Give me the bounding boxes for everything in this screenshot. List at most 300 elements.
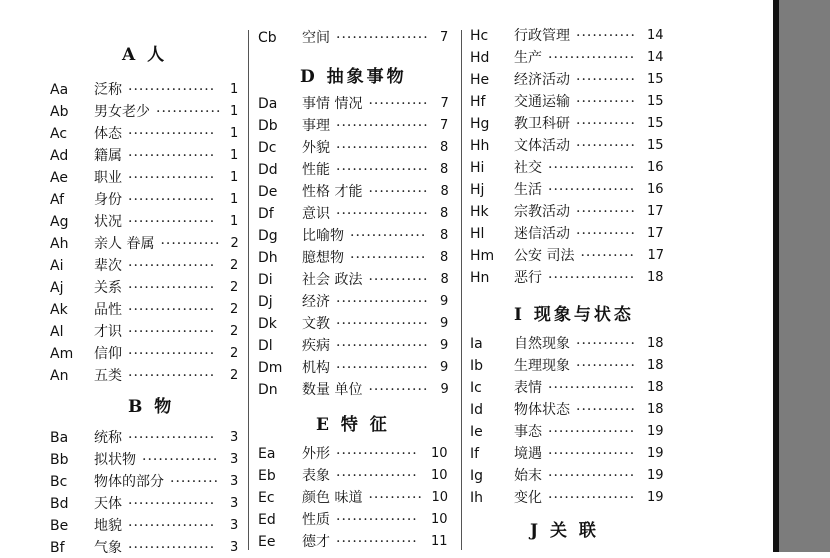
index-entry bbox=[50, 516, 240, 536]
entry-page-number: 3 bbox=[230, 496, 239, 511]
entry-page-number: 2 bbox=[230, 368, 239, 383]
dot-leader: ················ bbox=[548, 160, 636, 176]
index-entry bbox=[470, 378, 666, 398]
entry-label: 地貌 bbox=[94, 518, 122, 534]
entry-code: Ah bbox=[50, 236, 69, 252]
entry-label: 辈次 bbox=[94, 258, 122, 274]
entry-page-number: 8 bbox=[440, 250, 449, 265]
entry-label: 性质 bbox=[302, 512, 330, 528]
entry-code: Aj bbox=[50, 280, 64, 296]
entry-page-number: 14 bbox=[647, 50, 664, 65]
entry-page-number: 17 bbox=[647, 226, 664, 241]
entry-code: Dk bbox=[258, 316, 277, 332]
entry-code: Ae bbox=[50, 170, 68, 186]
entry-page-number: 2 bbox=[230, 236, 239, 251]
index-entry bbox=[50, 278, 240, 298]
entry-code: Dl bbox=[258, 338, 273, 354]
entry-page-number: 3 bbox=[230, 518, 239, 533]
entry-page-number: 1 bbox=[230, 104, 239, 119]
index-entry bbox=[258, 270, 450, 290]
entry-label: 疾病 bbox=[302, 338, 330, 354]
entry-page-number: 9 bbox=[440, 294, 449, 309]
entry-page-number: 10 bbox=[431, 468, 448, 483]
entry-label: 社会 政法 bbox=[302, 272, 363, 288]
dot-leader: ··········· bbox=[368, 382, 429, 398]
dot-leader: ················· bbox=[336, 294, 429, 310]
entry-code: Id bbox=[470, 402, 484, 418]
viewer-background bbox=[779, 0, 830, 552]
entry-code: Ak bbox=[50, 302, 68, 318]
entry-label: 籍属 bbox=[94, 148, 122, 164]
section-heading: I 现象与状态 bbox=[514, 305, 634, 325]
index-entry bbox=[258, 510, 450, 530]
dot-leader: ················· bbox=[336, 360, 429, 376]
index-entry bbox=[470, 202, 666, 222]
entry-label: 亲人 眷属 bbox=[94, 236, 155, 252]
index-entry bbox=[50, 102, 240, 122]
entry-label: 恶行 bbox=[514, 270, 542, 286]
entry-code: Ig bbox=[470, 468, 484, 484]
entry-code: Ac bbox=[50, 126, 68, 142]
entry-label: 公安 司法 bbox=[514, 248, 575, 264]
entry-code: Af bbox=[50, 192, 65, 208]
entry-code: Ic bbox=[470, 380, 482, 396]
section-heading: A 人 bbox=[122, 45, 168, 65]
entry-page-number: 9 bbox=[440, 338, 449, 353]
entry-code: De bbox=[258, 184, 278, 200]
index-entry bbox=[50, 80, 240, 100]
entry-page-number: 1 bbox=[230, 170, 239, 185]
entry-code: Bf bbox=[50, 540, 65, 556]
dot-leader: ················ bbox=[128, 148, 216, 164]
index-entry bbox=[258, 28, 450, 48]
entry-page-number: 2 bbox=[230, 258, 239, 273]
entry-page-number: 8 bbox=[440, 184, 449, 199]
entry-page-number: 10 bbox=[431, 446, 448, 461]
index-entry bbox=[50, 300, 240, 320]
entry-code: Aa bbox=[50, 82, 69, 98]
entry-code: Ia bbox=[470, 336, 483, 352]
index-entry bbox=[258, 336, 450, 356]
entry-page-number: 15 bbox=[647, 94, 664, 109]
dot-leader: ················ bbox=[128, 170, 216, 186]
entry-label: 统称 bbox=[94, 430, 122, 446]
dot-leader: ··········· bbox=[576, 94, 636, 110]
entry-page-number: 7 bbox=[440, 30, 449, 45]
index-entry bbox=[258, 204, 450, 224]
index-entry bbox=[258, 488, 450, 508]
index-entry bbox=[258, 182, 450, 202]
entry-label: 交通运输 bbox=[514, 94, 570, 110]
entry-page-number: 19 bbox=[647, 468, 664, 483]
index-entry bbox=[470, 268, 666, 288]
entry-label: 性格 才能 bbox=[302, 184, 363, 200]
entry-label: 机构 bbox=[302, 360, 330, 376]
dot-leader: ················ bbox=[128, 540, 216, 556]
entry-code: Hh bbox=[470, 138, 490, 154]
entry-code: Di bbox=[258, 272, 273, 288]
index-entry bbox=[50, 366, 240, 386]
entry-code: Ih bbox=[470, 490, 484, 506]
entry-label: 臆想物 bbox=[302, 250, 344, 266]
dot-leader: ··············· bbox=[336, 468, 418, 484]
index-entry bbox=[50, 124, 240, 144]
dot-leader: ··········· bbox=[576, 226, 636, 242]
entry-label: 宗教活动 bbox=[514, 204, 570, 220]
entry-code: Bc bbox=[50, 474, 68, 490]
column-divider-right bbox=[461, 30, 462, 550]
dot-leader: ················· bbox=[336, 162, 429, 178]
index-entry bbox=[470, 400, 666, 420]
entry-page-number: 9 bbox=[440, 360, 449, 375]
index-entry bbox=[258, 116, 450, 136]
dot-leader: ··········· bbox=[576, 138, 636, 154]
dot-leader: ················ bbox=[548, 424, 636, 440]
index-entry bbox=[470, 246, 666, 266]
entry-page-number: 3 bbox=[230, 430, 239, 445]
entry-page-number: 15 bbox=[647, 116, 664, 131]
entry-code: Df bbox=[258, 206, 274, 222]
index-entry bbox=[470, 488, 666, 508]
entry-page-number: 2 bbox=[230, 346, 239, 361]
entry-code: Dm bbox=[258, 360, 283, 376]
dot-leader: ················· bbox=[336, 206, 429, 222]
index-entry bbox=[50, 212, 240, 232]
dot-leader: ················ bbox=[128, 496, 216, 512]
entry-code: Ie bbox=[470, 424, 483, 440]
dot-leader: ··········· bbox=[576, 402, 636, 418]
dot-leader: ··········· bbox=[576, 116, 636, 132]
entry-page-number: 17 bbox=[647, 248, 664, 263]
entry-page-number: 8 bbox=[440, 206, 449, 221]
entry-page-number: 1 bbox=[230, 82, 239, 97]
index-entry bbox=[50, 190, 240, 210]
entry-label: 文教 bbox=[302, 316, 330, 332]
index-entry bbox=[50, 322, 240, 342]
index-entry bbox=[470, 158, 666, 178]
index-entry bbox=[470, 224, 666, 244]
entry-page-number: 9 bbox=[440, 316, 449, 331]
dot-leader: ··········· bbox=[576, 336, 636, 352]
entry-label: 外形 bbox=[302, 446, 330, 462]
entry-code: Hl bbox=[470, 226, 485, 242]
entry-page-number: 15 bbox=[647, 138, 664, 153]
entry-label: 境遇 bbox=[514, 446, 542, 462]
index-entry bbox=[258, 94, 450, 114]
dot-leader: ················ bbox=[128, 430, 216, 446]
entry-code: Al bbox=[50, 324, 64, 340]
index-entry bbox=[258, 292, 450, 312]
dot-leader: ··············· bbox=[336, 534, 418, 550]
dot-leader: ················· bbox=[336, 118, 429, 134]
dot-leader: ················· bbox=[336, 316, 429, 332]
dot-leader: ················ bbox=[128, 302, 216, 318]
entry-label: 男女老少 bbox=[94, 104, 150, 120]
entry-page-number: 1 bbox=[230, 148, 239, 163]
dot-leader: ················ bbox=[128, 192, 216, 208]
entry-page-number: 18 bbox=[647, 402, 664, 417]
entry-page-number: 15 bbox=[647, 72, 664, 87]
entry-page-number: 1 bbox=[230, 126, 239, 141]
section-heading: D 抽象事物 bbox=[300, 67, 407, 87]
entry-page-number: 3 bbox=[230, 540, 239, 555]
entry-code: Ag bbox=[50, 214, 69, 230]
entry-page-number: 19 bbox=[647, 424, 664, 439]
index-entry bbox=[470, 422, 666, 442]
entry-page-number: 10 bbox=[431, 490, 448, 505]
entry-page-number: 11 bbox=[431, 534, 448, 549]
index-entry bbox=[470, 136, 666, 156]
dot-leader: ·········· bbox=[368, 490, 423, 506]
entry-code: Dd bbox=[258, 162, 278, 178]
entry-label: 始末 bbox=[514, 468, 542, 484]
entry-page-number: 3 bbox=[230, 452, 239, 467]
dot-leader: ················ bbox=[548, 490, 636, 506]
entry-page-number: 17 bbox=[647, 204, 664, 219]
index-entry bbox=[470, 356, 666, 376]
entry-label: 外貌 bbox=[302, 140, 330, 156]
entry-code: Hm bbox=[470, 248, 495, 264]
dot-leader: ················ bbox=[128, 368, 216, 384]
dot-leader: ················ bbox=[128, 214, 216, 230]
index-entry bbox=[470, 92, 666, 112]
entry-page-number: 14 bbox=[647, 28, 664, 43]
dot-leader: ··········· bbox=[576, 72, 636, 88]
entry-code: Ib bbox=[470, 358, 484, 374]
entry-label: 体态 bbox=[94, 126, 122, 142]
entry-code: Hj bbox=[470, 182, 485, 198]
index-entry bbox=[50, 234, 240, 254]
dot-leader: ················ bbox=[548, 446, 636, 462]
entry-label: 拟状物 bbox=[94, 452, 136, 468]
index-entry bbox=[258, 380, 450, 400]
entry-page-number: 8 bbox=[440, 162, 449, 177]
section-heading: J 关 联 bbox=[530, 521, 599, 541]
entry-code: Hd bbox=[470, 50, 490, 66]
entry-page-number: 18 bbox=[647, 380, 664, 395]
entry-code: An bbox=[50, 368, 69, 384]
entry-label: 自然现象 bbox=[514, 336, 570, 352]
entry-label: 状况 bbox=[94, 214, 122, 230]
entry-code: Hn bbox=[470, 270, 490, 286]
entry-label: 行政管理 bbox=[514, 28, 570, 44]
dot-leader: ············ bbox=[156, 104, 222, 120]
entry-label: 事情 情况 bbox=[302, 96, 363, 112]
dot-leader: ················ bbox=[548, 270, 636, 286]
entry-code: Hc bbox=[470, 28, 489, 44]
entry-code: Ai bbox=[50, 258, 64, 274]
index-entry bbox=[50, 344, 240, 364]
dot-leader: ················ bbox=[128, 280, 216, 296]
index-entry bbox=[50, 494, 240, 514]
dot-leader: ················ bbox=[548, 380, 636, 396]
dot-leader: ········· bbox=[170, 474, 220, 490]
entry-page-number: 18 bbox=[647, 270, 664, 285]
entry-code: Dn bbox=[258, 382, 278, 398]
index-entry bbox=[470, 334, 666, 354]
index-entry bbox=[470, 48, 666, 68]
entry-label: 泛称 bbox=[94, 82, 122, 98]
entry-code: Dh bbox=[258, 250, 278, 266]
entry-code: Ad bbox=[50, 148, 69, 164]
entry-label: 事态 bbox=[514, 424, 542, 440]
entry-code: Hk bbox=[470, 204, 489, 220]
entry-code: Cb bbox=[258, 30, 277, 46]
entry-label: 表情 bbox=[514, 380, 542, 396]
entry-code: Dc bbox=[258, 140, 277, 156]
entry-label: 才识 bbox=[94, 324, 122, 340]
entry-page-number: 18 bbox=[647, 358, 664, 373]
column-divider-left bbox=[248, 30, 249, 550]
entry-page-number: 10 bbox=[431, 512, 448, 527]
entry-label: 气象 bbox=[94, 540, 122, 556]
entry-page-number: 2 bbox=[230, 302, 239, 317]
index-entry bbox=[50, 428, 240, 448]
index-entry bbox=[50, 538, 240, 558]
index-entry bbox=[258, 532, 450, 552]
index-entry bbox=[258, 248, 450, 268]
entry-code: Bb bbox=[50, 452, 69, 468]
entry-label: 职业 bbox=[94, 170, 122, 186]
entry-label: 经济 bbox=[302, 294, 330, 310]
dot-leader: ················ bbox=[128, 324, 216, 340]
index-entry bbox=[470, 466, 666, 486]
entry-label: 表象 bbox=[302, 468, 330, 484]
section-heading: B 物 bbox=[128, 397, 175, 417]
dot-leader: ··········· bbox=[576, 204, 636, 220]
entry-label: 经济活动 bbox=[514, 72, 570, 88]
entry-label: 比喻物 bbox=[302, 228, 344, 244]
dot-leader: ··············· bbox=[336, 512, 418, 528]
entry-code: Eb bbox=[258, 468, 276, 484]
entry-code: Am bbox=[50, 346, 74, 362]
entry-label: 关系 bbox=[94, 280, 122, 296]
index-entry bbox=[470, 444, 666, 464]
entry-label: 社交 bbox=[514, 160, 542, 176]
index-entry bbox=[258, 314, 450, 334]
index-entry bbox=[50, 450, 240, 470]
entry-code: Da bbox=[258, 96, 278, 112]
entry-page-number: 7 bbox=[440, 118, 449, 133]
dot-leader: ················ bbox=[548, 182, 636, 198]
index-entry bbox=[258, 138, 450, 158]
dot-leader: ··········· bbox=[368, 96, 429, 112]
index-entry bbox=[50, 256, 240, 276]
index-entry bbox=[470, 180, 666, 200]
entry-page-number: 2 bbox=[230, 324, 239, 339]
entry-code: Ed bbox=[258, 512, 276, 528]
entry-label: 天体 bbox=[94, 496, 122, 512]
entry-label: 身份 bbox=[94, 192, 122, 208]
entry-label: 事理 bbox=[302, 118, 330, 134]
index-entry bbox=[470, 26, 666, 46]
entry-code: Dj bbox=[258, 294, 273, 310]
entry-code: If bbox=[470, 446, 480, 462]
entry-page-number: 19 bbox=[647, 490, 664, 505]
index-entry bbox=[258, 466, 450, 486]
entry-code: Hi bbox=[470, 160, 485, 176]
entry-page-number: 9 bbox=[440, 382, 449, 397]
entry-code: Bd bbox=[50, 496, 69, 512]
dot-leader: ················ bbox=[128, 82, 216, 98]
index-entry bbox=[470, 70, 666, 90]
dot-leader: ··········· bbox=[368, 184, 429, 200]
dot-leader: ··············· bbox=[336, 446, 418, 462]
entry-label: 空间 bbox=[302, 30, 330, 46]
entry-page-number: 2 bbox=[230, 280, 239, 295]
entry-code: Db bbox=[258, 118, 278, 134]
dot-leader: ················ bbox=[128, 346, 216, 362]
entry-label: 文体活动 bbox=[514, 138, 570, 154]
entry-page-number: 16 bbox=[647, 182, 664, 197]
entry-code: Ec bbox=[258, 490, 275, 506]
dot-leader: ················ bbox=[548, 468, 636, 484]
entry-label: 教卫科研 bbox=[514, 116, 570, 132]
entry-code: Be bbox=[50, 518, 69, 534]
entry-label: 德才 bbox=[302, 534, 330, 550]
index-entry bbox=[258, 358, 450, 378]
dot-leader: ················ bbox=[128, 258, 216, 274]
entry-code: Ea bbox=[258, 446, 276, 462]
entry-label: 性能 bbox=[302, 162, 330, 178]
entry-page-number: 1 bbox=[230, 214, 239, 229]
entry-page-number: 19 bbox=[647, 446, 664, 461]
entry-label: 物体的部分 bbox=[94, 474, 164, 490]
entry-page-number: 18 bbox=[647, 336, 664, 351]
dot-leader: ·············· bbox=[142, 452, 219, 468]
entry-page-number: 7 bbox=[440, 96, 449, 111]
dot-leader: ················· bbox=[336, 338, 429, 354]
entry-label: 五类 bbox=[94, 368, 122, 384]
entry-page-number: 8 bbox=[440, 228, 449, 243]
entry-label: 数量 单位 bbox=[302, 382, 363, 398]
dot-leader: ················· bbox=[336, 30, 429, 46]
entry-label: 品性 bbox=[94, 302, 122, 318]
entry-code: Hg bbox=[470, 116, 490, 132]
entry-label: 变化 bbox=[514, 490, 542, 506]
entry-label: 意识 bbox=[302, 206, 330, 222]
index-entry bbox=[258, 226, 450, 246]
entry-page-number: 8 bbox=[440, 140, 449, 155]
entry-code: Dg bbox=[258, 228, 278, 244]
entry-code: He bbox=[470, 72, 490, 88]
entry-code: Ba bbox=[50, 430, 69, 446]
entry-label: 生产 bbox=[514, 50, 542, 66]
dot-leader: ················· bbox=[336, 140, 429, 156]
entry-label: 物体状态 bbox=[514, 402, 570, 418]
index-entry bbox=[258, 160, 450, 180]
entry-page-number: 1 bbox=[230, 192, 239, 207]
index-entry bbox=[50, 168, 240, 188]
dot-leader: ················ bbox=[548, 50, 636, 66]
entry-code: Ee bbox=[258, 534, 276, 550]
dot-leader: ················ bbox=[128, 126, 216, 142]
entry-page-number: 8 bbox=[440, 272, 449, 287]
dot-leader: ··········· bbox=[160, 236, 221, 252]
entry-label: 生理现象 bbox=[514, 358, 570, 374]
dot-leader: ················ bbox=[128, 518, 216, 534]
entry-label: 信仰 bbox=[94, 346, 122, 362]
index-entry bbox=[50, 472, 240, 492]
index-entry bbox=[470, 114, 666, 134]
index-entry bbox=[50, 146, 240, 166]
dot-leader: ··········· bbox=[576, 358, 636, 374]
dot-leader: ·········· bbox=[580, 248, 635, 264]
dot-leader: ·············· bbox=[350, 228, 427, 244]
entry-label: 颜色 味道 bbox=[302, 490, 363, 506]
entry-code: Hf bbox=[470, 94, 486, 110]
entry-label: 生活 bbox=[514, 182, 542, 198]
